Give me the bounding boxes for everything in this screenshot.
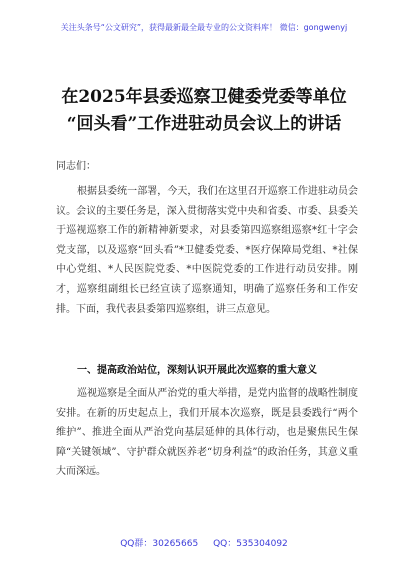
document-title <box>0 84 408 138</box>
footer-qq: QQ：535304092 <box>213 539 288 549</box>
header-promo-note: 关注头条号“公文研究”，获得最新最全最专业的公文资料库！ 微信：gongwenyj <box>60 23 348 32</box>
section-heading-1: 一、提高政治站位，深刻认识开展此次巡察的重大意义 <box>77 365 317 376</box>
paragraph-1: 根据县委统一部署，今天，我们在这里召开巡察工作进驻动员会议。会议的主要任务是，深入贯彻落实党中央和省委、市委、县委关于巡视巡察工作的新精神新要求，对县委第四巡察组巡察*红十字会党支部，以及巡察“回头看”*卫健委党委、*医疗保障局党组、*社保中心党组、*人民医院党委、*中医院党委的工作进行动员安排。刚才，巡察组副组长已经宣读了巡察通知，明确了巡察任务和工作安排。下面，我代表县委第四巡察组，讲三点意见。 <box>56 186 358 315</box>
footer-contact <box>0 536 408 549</box>
paragraph-2: 巡视巡察是全面从严治党的重大举措，是党内监督的战略性制度安排。在新的历史起点上，我们开展本次巡察，既是县委践行“两个维护”、推进全面从严治党向基层延伸的具体行动，也是聚焦民生保障“关键领域”、守护群众就医养老“切身利益”的政治任务，其意义重大而深远。 <box>56 388 358 478</box>
title-line-1: 在2025年县委巡察卫健委党委等单位 <box>61 87 347 107</box>
salutation: 同志们： <box>56 161 96 172</box>
title-line-2: “回头看”工作进驻动员会议上的讲话 <box>66 114 342 134</box>
footer-qq-group: QQ群：30265665 <box>120 539 199 549</box>
